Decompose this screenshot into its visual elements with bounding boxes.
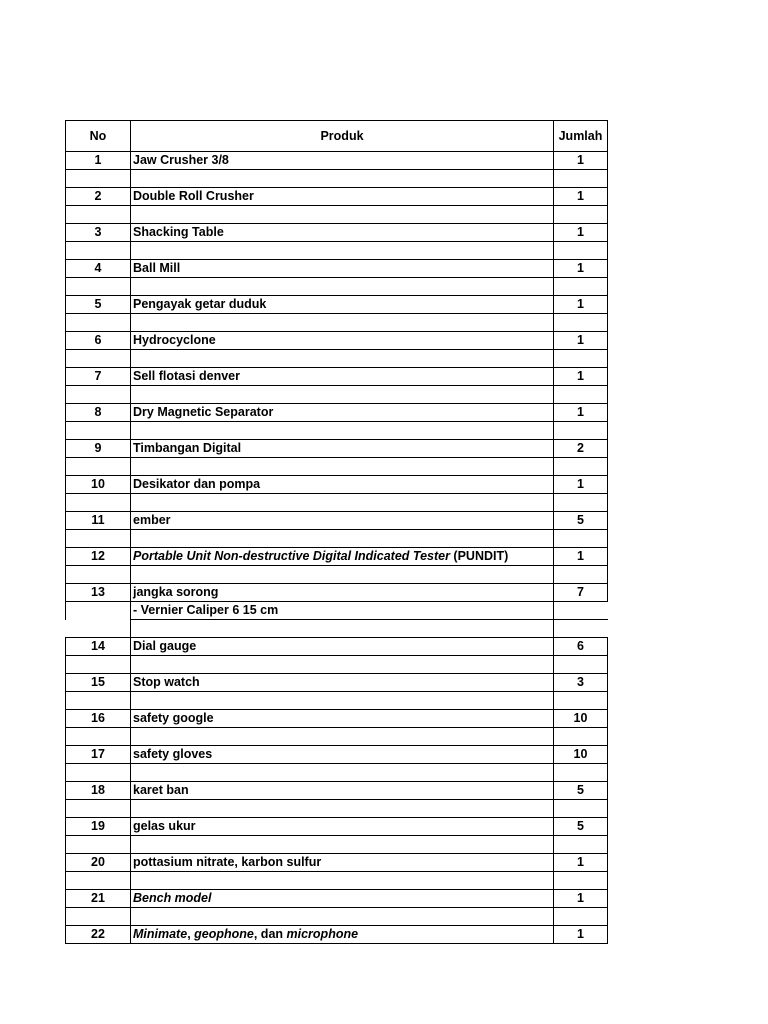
row-no: 19 — [66, 818, 131, 836]
spacer-cell — [131, 170, 554, 188]
table-row — [66, 224, 608, 242]
row-produk — [131, 476, 554, 494]
row-produk — [131, 746, 554, 764]
row-jumlah: 1 — [554, 368, 608, 386]
spacer-cell — [131, 872, 554, 890]
row-produk — [131, 512, 554, 530]
row-no: 13 — [66, 584, 131, 602]
row-produk — [131, 548, 554, 566]
produk-text: Dry Magnetic Separator — [133, 405, 274, 419]
produk-text: pottasium nitrate, karbon sulfur — [133, 855, 322, 869]
produk-text: , — [187, 927, 195, 941]
row-jumlah: 5 — [554, 818, 608, 836]
row-no: 15 — [66, 674, 131, 692]
produk-text: Ball Mill — [133, 261, 181, 275]
spacer-cell — [66, 620, 131, 638]
row-no: 14 — [66, 638, 131, 656]
table-subrow — [66, 602, 608, 620]
spacer-cell — [554, 692, 608, 710]
table-body — [66, 152, 608, 944]
table-row — [66, 638, 608, 656]
row-no: 3 — [66, 224, 131, 242]
product-table — [65, 120, 608, 944]
table-row — [66, 512, 608, 530]
spacer-cell — [131, 656, 554, 674]
row-no: 5 — [66, 296, 131, 314]
spacer-cell — [66, 764, 131, 782]
spacer-cell — [131, 620, 554, 638]
row-produk — [131, 890, 554, 908]
spacer-cell — [554, 620, 608, 638]
spacer-cell — [131, 530, 554, 548]
spacer-cell — [131, 386, 554, 404]
spacer-cell — [66, 206, 131, 224]
row-jumlah: 6 — [554, 638, 608, 656]
row-produk — [131, 818, 554, 836]
spacer-cell — [66, 458, 131, 476]
header-produk: Produk — [131, 121, 554, 152]
table-row — [66, 584, 608, 602]
spacer-cell — [66, 170, 131, 188]
row-produk — [131, 224, 554, 242]
table-row — [66, 404, 608, 422]
row-no: 21 — [66, 890, 131, 908]
row-no: 10 — [66, 476, 131, 494]
table-spacer — [66, 566, 608, 584]
spacer-cell — [131, 278, 554, 296]
spacer-cell — [66, 566, 131, 584]
row-no: 17 — [66, 746, 131, 764]
spacer-cell — [131, 728, 554, 746]
row-no: 4 — [66, 260, 131, 278]
spacer-cell — [131, 422, 554, 440]
row-produk — [131, 782, 554, 800]
spacer-cell — [554, 350, 608, 368]
row-no: 16 — [66, 710, 131, 728]
spacer-cell — [66, 908, 131, 926]
table-row — [66, 818, 608, 836]
table-row — [66, 746, 608, 764]
produk-text: Sell flotasi denver — [133, 369, 240, 383]
row-jumlah: 1 — [554, 404, 608, 422]
spacer-cell — [66, 350, 131, 368]
table-row — [66, 440, 608, 458]
table-row — [66, 476, 608, 494]
spacer-cell — [131, 800, 554, 818]
table-spacer — [66, 656, 608, 674]
table-spacer — [66, 872, 608, 890]
spacer-cell — [554, 170, 608, 188]
spacer-cell — [131, 458, 554, 476]
row-jumlah: 5 — [554, 782, 608, 800]
row-produk — [131, 638, 554, 656]
spacer-cell — [554, 386, 608, 404]
header-no: No — [66, 121, 131, 152]
spacer-cell — [554, 566, 608, 584]
row-produk — [131, 926, 554, 944]
spacer-cell — [554, 656, 608, 674]
table-spacer — [66, 242, 608, 260]
spacer-cell — [554, 242, 608, 260]
row-produk — [131, 260, 554, 278]
spacer-cell — [131, 314, 554, 332]
row-jumlah: 5 — [554, 512, 608, 530]
produk-text: Jaw Crusher 3/8 — [133, 153, 229, 167]
table-spacer — [66, 908, 608, 926]
spacer-cell — [554, 206, 608, 224]
spacer-cell — [131, 908, 554, 926]
table-row — [66, 782, 608, 800]
spacer-cell — [131, 566, 554, 584]
row-jumlah: 3 — [554, 674, 608, 692]
row-produk — [131, 440, 554, 458]
spacer-cell — [131, 206, 554, 224]
row-jumlah: 1 — [554, 260, 608, 278]
row-produk — [131, 368, 554, 386]
table-spacer — [66, 170, 608, 188]
produk-text: Hydrocyclone — [133, 333, 216, 347]
spacer-cell — [554, 530, 608, 548]
table-spacer — [66, 728, 608, 746]
row-produk — [131, 854, 554, 872]
table-spacer — [66, 422, 608, 440]
produk-text: microphone — [286, 927, 359, 941]
produk-text: karet ban — [133, 783, 189, 797]
spacer-cell — [66, 530, 131, 548]
table-spacer — [66, 386, 608, 404]
spacer-cell — [66, 314, 131, 332]
spacer-cell — [131, 494, 554, 512]
produk-text: jangka sorong — [133, 585, 219, 599]
table-spacer — [66, 278, 608, 296]
row-jumlah: 10 — [554, 746, 608, 764]
row-no: 8 — [66, 404, 131, 422]
spacer-cell — [131, 242, 554, 260]
subrow-produk: - Vernier Caliper 6 15 cm — [131, 602, 554, 620]
produk-text: safety google — [133, 711, 214, 725]
spacer-cell — [66, 656, 131, 674]
spacer-cell — [66, 494, 131, 512]
table-row — [66, 260, 608, 278]
produk-text: Bench model — [133, 891, 212, 905]
produk-text: safety gloves — [133, 747, 213, 761]
table-spacer — [66, 350, 608, 368]
table-spacer — [66, 764, 608, 782]
row-jumlah: 7 — [554, 584, 608, 602]
spacer-cell — [131, 764, 554, 782]
spacer-cell — [554, 458, 608, 476]
spacer-cell — [554, 908, 608, 926]
table-row — [66, 188, 608, 206]
subrow-no — [66, 602, 131, 620]
row-jumlah: 10 — [554, 710, 608, 728]
produk-text: Pengayak getar duduk — [133, 297, 267, 311]
table-spacer — [66, 206, 608, 224]
spacer-cell — [66, 728, 131, 746]
produk-text: Timbangan Digital — [133, 441, 242, 455]
spacer-cell — [131, 836, 554, 854]
produk-text: gelas ukur — [133, 819, 196, 833]
row-jumlah: 1 — [554, 224, 608, 242]
row-jumlah: 1 — [554, 188, 608, 206]
table-row — [66, 710, 608, 728]
spacer-cell — [554, 764, 608, 782]
produk-text: geophone — [194, 927, 254, 941]
produk-text: Desikator dan pompa — [133, 477, 261, 491]
row-no: 9 — [66, 440, 131, 458]
row-jumlah: 1 — [554, 332, 608, 350]
row-produk — [131, 674, 554, 692]
row-jumlah: 1 — [554, 548, 608, 566]
spacer-cell — [66, 692, 131, 710]
table-spacer — [66, 836, 608, 854]
table-row — [66, 332, 608, 350]
table-row — [66, 296, 608, 314]
row-jumlah: 1 — [554, 926, 608, 944]
spacer-cell — [66, 278, 131, 296]
produk-text: Double Roll Crusher — [133, 189, 254, 203]
table-spacer — [66, 494, 608, 512]
header-jumlah: Jumlah — [554, 121, 608, 152]
produk-text: Shacking Table — [133, 225, 224, 239]
row-no: 6 — [66, 332, 131, 350]
spacer-cell — [554, 494, 608, 512]
row-jumlah: 1 — [554, 476, 608, 494]
spacer-cell — [554, 278, 608, 296]
row-no: 7 — [66, 368, 131, 386]
row-produk — [131, 296, 554, 314]
table-spacer — [66, 314, 608, 332]
row-jumlah: 1 — [554, 296, 608, 314]
row-jumlah: 1 — [554, 854, 608, 872]
table-spacer — [66, 692, 608, 710]
spacer-cell — [66, 242, 131, 260]
spacer-cell — [554, 800, 608, 818]
table-spacer — [66, 530, 608, 548]
produk-text: Portable Unit Non-destructive Digital Indicated Tester — [133, 549, 450, 563]
table-row — [66, 368, 608, 386]
row-produk — [131, 404, 554, 422]
row-no: 20 — [66, 854, 131, 872]
row-no: 2 — [66, 188, 131, 206]
row-no: 11 — [66, 512, 131, 530]
spacer-cell — [554, 314, 608, 332]
row-produk — [131, 710, 554, 728]
row-jumlah: 1 — [554, 890, 608, 908]
row-produk — [131, 152, 554, 170]
row-produk — [131, 584, 554, 602]
table-row — [66, 854, 608, 872]
table-row — [66, 890, 608, 908]
row-produk — [131, 332, 554, 350]
spacer-cell — [554, 836, 608, 854]
produk-text: Minimate — [133, 927, 188, 941]
table-row — [66, 674, 608, 692]
row-no: 1 — [66, 152, 131, 170]
produk-text: , dan — [253, 927, 287, 941]
spacer-cell — [66, 800, 131, 818]
table-spacer — [66, 458, 608, 476]
header-row — [66, 121, 608, 152]
spacer-cell — [66, 386, 131, 404]
row-produk — [131, 188, 554, 206]
subrow-jumlah — [554, 602, 608, 620]
row-jumlah: 2 — [554, 440, 608, 458]
table-spacer — [66, 620, 608, 638]
row-no: 12 — [66, 548, 131, 566]
row-no: 22 — [66, 926, 131, 944]
table-row — [66, 152, 608, 170]
spacer-cell — [554, 728, 608, 746]
table-row — [66, 548, 608, 566]
spacer-cell — [66, 422, 131, 440]
row-no: 18 — [66, 782, 131, 800]
produk-text: (PUNDIT) — [449, 549, 509, 563]
spacer-cell — [131, 692, 554, 710]
row-jumlah: 1 — [554, 152, 608, 170]
spacer-cell — [554, 422, 608, 440]
spacer-cell — [131, 350, 554, 368]
spacer-cell — [66, 872, 131, 890]
spacer-cell — [66, 836, 131, 854]
produk-text: Dial gauge — [133, 639, 197, 653]
produk-text: Stop watch — [133, 675, 200, 689]
spacer-cell — [554, 872, 608, 890]
produk-text: ember — [133, 513, 171, 527]
table-spacer — [66, 800, 608, 818]
table-row — [66, 926, 608, 944]
